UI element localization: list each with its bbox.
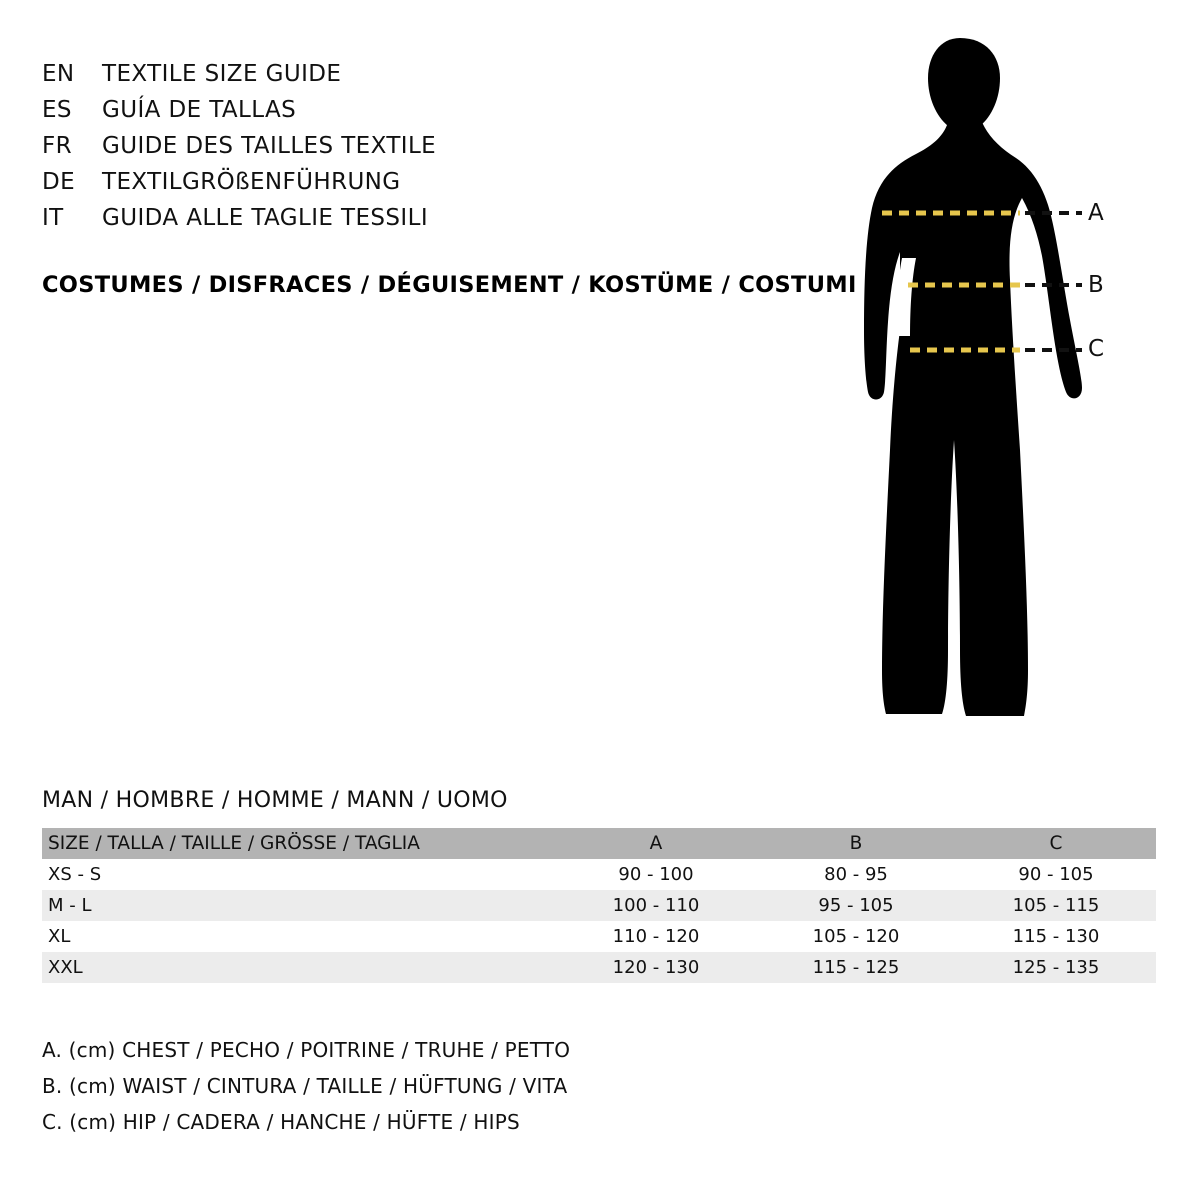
silhouette-svg <box>820 30 1170 750</box>
cell-hip: 125 - 135 <box>1012 957 1100 978</box>
language-text-fr: GUIDE DES TAILLES TEXTILE <box>102 133 437 159</box>
language-code-es: ES <box>42 97 72 123</box>
language-row-fr <box>42 128 802 164</box>
cell-chest: 120 - 130 <box>612 957 700 978</box>
body-silhouette-figure <box>820 30 1170 750</box>
table-header-c: C <box>1049 833 1063 854</box>
cell-chest: 110 - 120 <box>612 926 700 947</box>
language-code-de: DE <box>42 169 76 195</box>
measure-label-a: A <box>1088 200 1104 226</box>
cell-chest: 100 - 110 <box>612 895 700 916</box>
cell-waist: 80 - 95 <box>824 864 888 885</box>
table-row <box>42 921 1156 952</box>
cell-size: XS - S <box>48 864 102 885</box>
language-text-en: TEXTILE SIZE GUIDE <box>102 61 342 87</box>
language-row-de <box>42 164 802 200</box>
table-header-a: A <box>649 833 663 854</box>
cell-size: M - L <box>48 895 92 916</box>
language-text-it: GUIDA ALLE TAGLIE TESSILI <box>102 205 429 231</box>
size-table-head <box>42 828 1156 859</box>
cell-hip: 90 - 105 <box>1018 864 1094 885</box>
cell-hip: 105 - 115 <box>1012 895 1100 916</box>
cell-waist: 95 - 105 <box>818 895 894 916</box>
cell-waist: 115 - 125 <box>812 957 900 978</box>
size-table-body <box>42 859 1156 983</box>
cell-waist: 105 - 120 <box>812 926 900 947</box>
silhouette-body <box>864 38 1082 716</box>
language-code-fr: FR <box>42 133 73 159</box>
cell-hip: 115 - 130 <box>1012 926 1100 947</box>
table-row <box>42 952 1156 983</box>
measure-label-b: B <box>1088 272 1104 298</box>
language-text-de: TEXTILGRÖßENFÜHRUNG <box>102 169 401 195</box>
language-list <box>42 56 802 236</box>
language-text-es: GUÍA DE TALLAS <box>102 97 297 123</box>
language-row-it <box>42 200 802 236</box>
measure-label-c: C <box>1088 336 1105 362</box>
legend-line-c: C. (cm) HIP / CADERA / HANCHE / HÜFTE / HIPS <box>42 1110 520 1134</box>
table-header-size: SIZE / TALLA / TAILLE / GRÖSSE / TAGLIA <box>48 833 420 854</box>
language-row-en <box>42 56 802 92</box>
language-row-es <box>42 92 802 128</box>
table-header-row <box>42 828 1156 859</box>
size-table <box>42 828 1156 983</box>
table-header-b: B <box>849 833 863 854</box>
measurement-legend <box>42 1032 570 1140</box>
language-code-en: EN <box>42 61 75 87</box>
cell-chest: 90 - 100 <box>618 864 694 885</box>
cell-size: XL <box>48 926 71 947</box>
category-title: COSTUMES / DISFRACES / DÉGUISEMENT / KOSTÜME / COSTUMI <box>42 272 857 298</box>
table-row <box>42 859 1156 890</box>
legend-line-a: A. (cm) CHEST / PECHO / POITRINE / TRUHE / PETTO <box>42 1038 571 1062</box>
table-row <box>42 890 1156 921</box>
legend-line-b: B. (cm) WAIST / CINTURA / TAILLE / HÜFTUNG / VITA <box>42 1074 568 1098</box>
table-section-title: MAN / HOMBRE / HOMME / MANN / UOMO <box>42 788 508 813</box>
cell-size: XXL <box>48 957 83 978</box>
language-code-it: IT <box>42 205 64 231</box>
